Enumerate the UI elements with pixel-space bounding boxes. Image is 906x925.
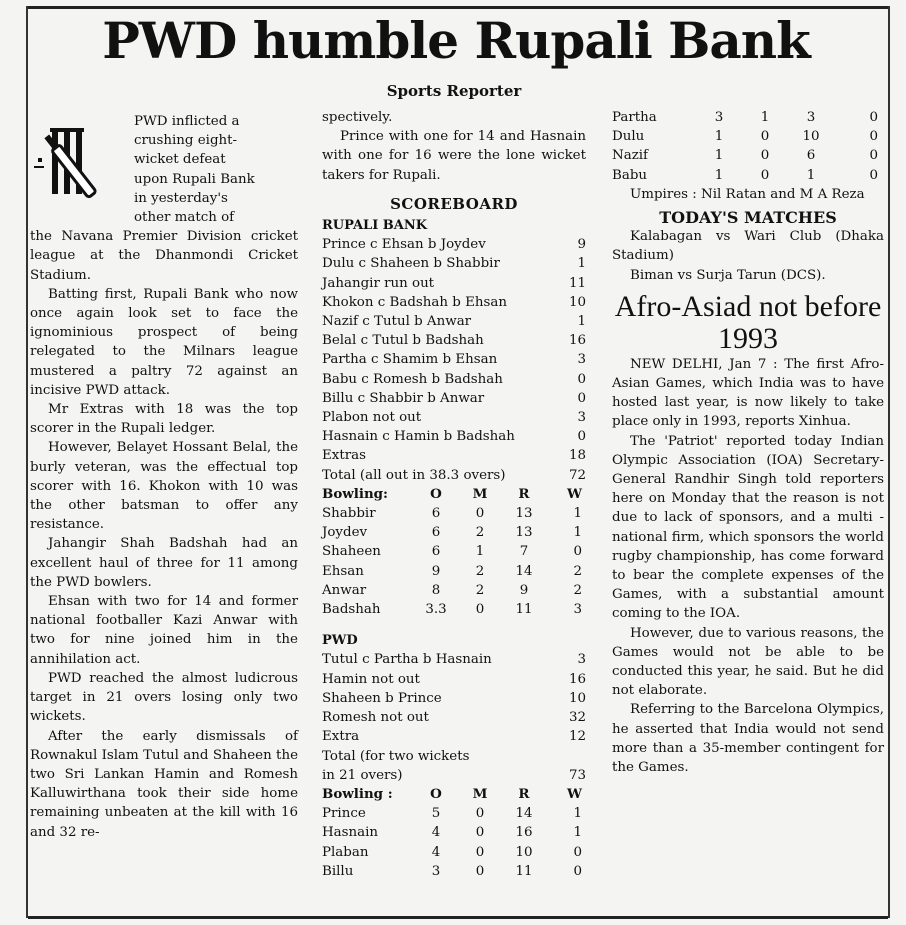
bowling-figure: 1 <box>573 506 582 522</box>
bowling-row <box>612 127 884 146</box>
bowler-name: Partha <box>612 110 657 125</box>
bowling-figure: 7 <box>519 544 529 560</box>
batting-row <box>322 293 586 312</box>
intro-wrap-line: upon Rupali Bank <box>134 171 255 187</box>
batsman-dismissal: Dulu c Shaheen b Shabbir <box>322 256 500 272</box>
bowling-figure: 8 <box>431 582 441 598</box>
bowling-figure: 0 <box>869 167 878 183</box>
top-rule <box>28 6 888 9</box>
bowling-header: Bowling: O M R W <box>322 485 582 502</box>
batsman-runs: 3 <box>577 352 586 368</box>
rupali-batting-list <box>322 235 586 485</box>
batsman-runs: 16 <box>568 333 586 349</box>
bowling-figure: 2 <box>475 525 485 541</box>
bowling-figure: 14 <box>515 806 533 822</box>
bowling-figure: 11 <box>515 602 533 618</box>
intro-wrap-line: other match of <box>134 210 235 226</box>
batting-row <box>322 708 586 727</box>
bowling-figure: 0 <box>573 863 582 879</box>
headline: PWD humble Rupali Bank <box>102 11 810 70</box>
bowling-figure: 1 <box>714 167 724 183</box>
batsman-dismissal: Plabon not out <box>322 410 422 426</box>
bowling-figure: 1 <box>573 825 582 841</box>
bowling-figure: 3 <box>431 863 441 879</box>
bowling-figure: 0 <box>475 602 485 618</box>
article-column-1 <box>30 112 298 842</box>
bowler-name: Anwar <box>322 582 367 598</box>
batsman-dismissal: Tutul c Partha b Hasnain <box>322 652 492 668</box>
byline: Sports Reporter <box>386 82 522 100</box>
article-paragraph: Mr Extras with 18 was the top scorer in the Rupali ledger. <box>30 402 298 437</box>
batting-row <box>322 670 586 689</box>
bowler-name: Plaban <box>322 844 369 860</box>
batsman-runs: 11 <box>568 275 586 291</box>
afro-asiad-headline: Afro-Asiad not before 1993 <box>614 289 882 355</box>
batsman-dismissal: Extra <box>322 729 360 745</box>
continued-text: spectively. <box>322 110 393 125</box>
bowler-name: Badshah <box>322 602 381 618</box>
bowling-figure: 3.3 <box>425 602 447 618</box>
batsman-dismissal: Prince c Ehsan b Joydev <box>322 237 486 253</box>
bowler-name: Billu <box>322 863 354 879</box>
batsman-dismissal: Nazif c Tutul b Anwar <box>322 314 472 330</box>
bowling-figure: 0 <box>869 110 878 125</box>
bowling-row <box>322 804 586 823</box>
batting-row <box>322 689 586 708</box>
batsman-runs: 72 <box>568 467 586 483</box>
bowling-figure: 13 <box>515 525 533 541</box>
bowling-row <box>612 146 884 165</box>
article-paragraph: PWD reached the almost ludicrous target in 21 overs losing only two wickets. <box>30 670 298 725</box>
batsman-runs: 0 <box>577 371 586 387</box>
batsman-dismissal: Jahangir run out <box>322 275 435 291</box>
batting-row <box>322 466 586 485</box>
bowling-figure: 9 <box>519 582 529 598</box>
bowling-figure: 1 <box>806 167 816 183</box>
bowling-figure: 0 <box>475 825 485 841</box>
batting-row <box>322 350 586 369</box>
batsman-dismissal: Belal c Tutul b Badshah <box>322 333 484 349</box>
batsman-dismissal: Romesh not out <box>322 710 429 726</box>
bowling-figure: 14 <box>515 563 533 579</box>
match-1: Kalabagan vs Wari Club (Dhaka Stadium) <box>612 229 884 264</box>
batting-row <box>322 727 586 746</box>
bowling-figure: 0 <box>869 129 878 145</box>
bowling-figure: 6 <box>806 148 816 164</box>
bowler-name: Prince <box>322 806 366 822</box>
bowling-row <box>322 862 586 881</box>
rupali-bowling-cont-list <box>612 108 884 185</box>
batting-row <box>322 370 586 389</box>
bowler-name: Babu <box>612 167 648 183</box>
batsman-runs: 12 <box>568 729 586 745</box>
bowling-figure: 2 <box>475 563 485 579</box>
bowling-figure: 6 <box>431 525 441 541</box>
bowler-name: Joydev <box>322 525 368 541</box>
pwd-batting-list <box>322 650 586 746</box>
article-paragraph: Referring to the Barcelona Olympics, he asserted that India would not send more than a 35-member contingent for the Games. <box>612 702 884 776</box>
bowling-figure: 3 <box>573 602 582 618</box>
batting-row <box>322 446 586 465</box>
bowling-figure: 10 <box>515 844 533 860</box>
batsman-dismissal: Hamin not out <box>322 671 420 687</box>
batsman-runs: 0 <box>577 429 586 445</box>
article-column-2 <box>322 108 586 881</box>
bowling-figure: 9 <box>431 563 441 579</box>
match-2: Biman vs Surja Tarun (DCS). <box>630 267 826 283</box>
batsman-runs: 1 <box>577 314 586 330</box>
bowling-row <box>322 504 586 523</box>
bowler-name: Ehsan <box>322 563 364 579</box>
batting-row <box>322 274 586 293</box>
bowling-header-2: Bowling : O M R W <box>322 785 582 802</box>
bowling-figure: 2 <box>475 582 485 598</box>
article-paragraph: Prince with one for 14 and Hasnain with one for 16 were the lone wicket takers for Rupali. <box>322 129 586 183</box>
bowling-figure: 16 <box>515 825 533 841</box>
bowling-figure: 11 <box>515 863 533 879</box>
article-paragraph: After the early dismissals of Rownakul Islam Tutul and Shaheen the two Sri Lankan Hamin and Romesh Kalluwirthana took their side home remaining unbeaten at the kill with 16 and 32 re- <box>30 728 298 840</box>
bowling-figure: 13 <box>515 506 533 522</box>
batting-row <box>322 254 586 273</box>
article-paragraph: Ehsan with two for 14 and former national footballer Kazi Anwar with two for nine joined him in the annihilation act. <box>30 594 298 667</box>
batsman-dismissal: Khokon c Badshah b Ehsan <box>322 294 507 310</box>
bottom-rule <box>28 916 888 919</box>
bowling-figure: 0 <box>573 544 582 560</box>
bowling-figure: 3 <box>714 110 724 125</box>
bowling-figure: 5 <box>431 806 441 822</box>
bowler-name: Hasnain <box>322 825 379 841</box>
batsman-dismissal: Shaheen b Prince <box>322 690 442 706</box>
batsman-runs: 9 <box>577 237 586 253</box>
bowling-figure: 1 <box>714 129 724 145</box>
bowler-name: Nazif <box>612 148 648 164</box>
bowling-figure: 6 <box>431 506 441 522</box>
bowling-row <box>322 523 586 542</box>
article-paragraph: However, due to various reasons, the Games would not be able to be conducted this year, he said. But he did not elaborate. <box>612 625 884 699</box>
rupali-bowling-list <box>322 804 586 881</box>
bowling-figure: 3 <box>806 110 816 125</box>
batsman-runs: 1 <box>577 256 586 272</box>
bowling-figure: 0 <box>869 148 878 164</box>
bowling-row <box>612 166 884 185</box>
pwd-bowling-list <box>322 504 586 619</box>
batsman-dismissal: Partha c Shamim b Ehsan <box>322 352 498 368</box>
batsman-dismissal: Babu c Romesh b Badshah <box>322 371 503 387</box>
umpires-line: Umpires : Nil Ratan and M A Reza <box>630 186 865 202</box>
team-name-pwd: PWD <box>322 633 358 649</box>
bowling-figure: 4 <box>431 825 441 841</box>
batting-row <box>322 331 586 350</box>
bowling-row <box>322 542 586 561</box>
batsman-runs: 16 <box>568 671 586 687</box>
batsman-runs: 3 <box>577 652 586 668</box>
bowling-row <box>322 843 586 862</box>
pwd-total-line-1: Total (for two wickets <box>322 748 470 764</box>
bowling-figure: 0 <box>475 806 485 822</box>
bowling-row <box>322 581 586 600</box>
bowling-figure: 0 <box>760 129 770 145</box>
batting-row <box>322 408 586 427</box>
article-paragraph: NEW DELHI, Jan 7 : The first Afro-Asian Games, which India was to have hosted last year, is now likely to take place only in 1993, reports Xinhua. <box>612 356 884 430</box>
bowling-figure: 0 <box>760 148 770 164</box>
pwd-total-runs: 73 <box>568 767 586 783</box>
bowling-row <box>322 600 586 619</box>
right-rule <box>888 6 890 918</box>
bowler-name: Dulu <box>612 129 645 145</box>
batsman-dismissal: Extras <box>322 448 366 464</box>
bowling-figure: 1 <box>573 525 582 541</box>
batsman-dismissal: Total (all out in 38.3 overs) <box>322 467 506 483</box>
bowler-name: Shaheen <box>322 544 381 560</box>
batting-row <box>322 312 586 331</box>
pwd-total-row <box>322 766 586 785</box>
bowling-figure: 2 <box>573 582 582 598</box>
bowling-figure: 0 <box>475 863 485 879</box>
article-paragraph: The 'Patriot' reported today Indian Olympic Association (IOA) Secretary-General Randhir Singh told reporters here on Monday that the reason is not due to lack of sponsors, and a multi -national firm, which sponsors the world rugby championship, has come forward to bear the complete expenses of the Games, with a substantial amount coming to the IOA. <box>612 433 884 622</box>
article-column-3 <box>612 108 884 777</box>
intro-paragraph: the Navana Premier Division cricket league at the Dhanmondi Cricket Stadium. <box>30 229 298 283</box>
intro-wrap-line: in yesterday's <box>134 190 228 206</box>
batsman-runs: 10 <box>568 294 586 310</box>
article-paragraph: Jahangir Shah Badshah had an excellent haul of three for 11 among the PWD bowlers. <box>30 536 298 590</box>
bowling-figure: 1 <box>475 544 485 560</box>
todays-matches-title: TODAY'S MATCHES <box>659 208 837 228</box>
batsman-runs: 18 <box>568 448 586 464</box>
batting-row <box>322 389 586 408</box>
bowling-figure: 0 <box>573 844 582 860</box>
bowling-figure: 1 <box>760 110 770 125</box>
cricket-bat-wicket-icon <box>30 118 126 214</box>
batting-row <box>322 427 586 446</box>
batsman-runs: 3 <box>577 410 586 426</box>
batting-row <box>322 235 586 254</box>
bowler-name: Shabbir <box>322 506 376 522</box>
intro-wrap-line: crushing eight- <box>134 133 238 149</box>
bowling-row <box>322 562 586 581</box>
article-paragraph: Batting first, Rupali Bank who now once again look set to face the ignominious prospect of being relegated to the Milnars league mustered a paltry 72 against an incisive PWD attack. <box>30 286 298 398</box>
left-rule <box>26 6 28 918</box>
bowling-row <box>612 108 884 127</box>
batsman-dismissal: Billu c Shabbir b Anwar <box>322 390 485 406</box>
bowling-figure: 0 <box>475 844 485 860</box>
bowling-figure: 1 <box>573 806 582 822</box>
intro-wrap-line: wicket defeat <box>134 152 226 168</box>
batsman-runs: 10 <box>568 690 586 706</box>
batsman-runs: 0 <box>577 390 586 406</box>
bowling-figure: 0 <box>760 167 770 183</box>
article-paragraph: However, Belayet Hossant Belal, the burly veteran, was the effectual top scorer with 16. Khokon with 10 was the other batsman to offer any resistance. <box>30 440 298 533</box>
bowling-figure: 0 <box>475 506 485 522</box>
batsman-dismissal: Hasnain c Hamin b Badshah <box>322 429 515 445</box>
bowling-figure: 1 <box>714 148 724 164</box>
bowling-figure: 4 <box>431 844 441 860</box>
scoreboard-title: SCOREBOARD <box>390 194 518 213</box>
pwd-total-line-2: in 21 overs) <box>322 767 403 783</box>
bowling-figure: 6 <box>431 544 441 560</box>
intro-wrap-line: PWD inflicted a <box>134 114 240 129</box>
bowling-figure: 10 <box>802 129 820 145</box>
bowling-row <box>322 823 586 842</box>
team-name-rupali: RUPALI BANK <box>322 218 428 234</box>
bowling-figure: 2 <box>573 563 582 579</box>
batsman-runs: 32 <box>568 710 586 726</box>
batting-row <box>322 650 586 669</box>
